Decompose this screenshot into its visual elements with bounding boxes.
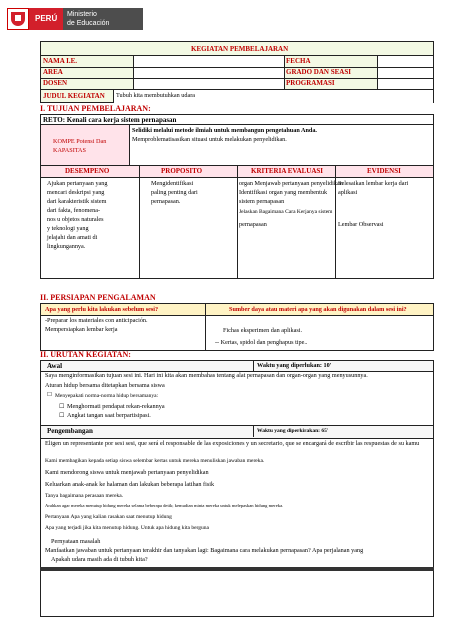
kriteria-line: pernapasan xyxy=(239,221,267,228)
checkbox-icon: ☐ xyxy=(47,392,52,398)
section2-heading: II. PERSIAPAN PENGALAMAN xyxy=(40,293,156,302)
pengembangan-line: Tanya bagaimana perasaan mereka. xyxy=(45,493,124,499)
objectives-table xyxy=(40,165,434,279)
desempeno-line: y teknologi yang xyxy=(47,225,89,232)
judul-value: Tubuh kita membutuhkan udara xyxy=(116,92,195,99)
prep-right-item: Fichas eksperimen dan aplikasi. xyxy=(223,327,303,334)
nama-value-cell xyxy=(134,56,284,67)
awal-label: Awal xyxy=(47,362,63,370)
pengembangan-line: Kami membagikan kepada setiap siswa selembar kertas untuk mereka menuliskan jawaban mereka. xyxy=(45,458,265,464)
kompe-row xyxy=(40,124,434,166)
logo-country: PERÚ xyxy=(35,14,58,23)
column-kriteria: KRITERIA EVALUASI xyxy=(251,167,324,175)
column-evidensi: EVIDENSI xyxy=(367,167,401,175)
section1-heading: I. TUJUAN PEMBELAJARAN: xyxy=(40,104,151,113)
ministry-logo xyxy=(7,8,143,30)
desempeno-line: dari karakteristik sistem xyxy=(47,198,107,205)
proposito-line: pernapasan. xyxy=(151,198,181,205)
activities-table xyxy=(40,360,434,570)
programasi-value-cell xyxy=(378,79,433,89)
kriteria-line: organ Menjawab pertanyaan penyelidikan xyxy=(239,180,343,187)
grado-label: GRADO DAN SEASI xyxy=(286,68,351,76)
kompe-line1: Selidiki melalui metode ilmiah untuk membangun pengetahuan Anda. xyxy=(132,127,317,134)
awal-line: Aturan hidup bersama ditetapkan bersama siswa xyxy=(45,382,165,389)
checkbox-icon: ☐ xyxy=(59,403,65,410)
desempeno-line: Ajukan pertanyaan yang xyxy=(47,180,108,187)
empty-footer-box xyxy=(40,571,434,617)
pengembangan-line: Pertanyaan Apa yang kalian rasakan saat menutup hidung xyxy=(45,514,172,520)
awal-line: Menyepakati norma-norma hidup bersamanya: xyxy=(55,393,159,399)
prep-left-item: Mempersiapkan lembar kerja xyxy=(45,326,118,333)
pernyataan-line: Manfaatkan jawaban untuk pertanyaan terakhir dan tanyakan lagi: Bagaimana cara melakukan pernapasan? Apa perjalanan yang xyxy=(45,547,364,554)
grado-value-cell xyxy=(378,68,433,78)
checkbox-icon: ☐ xyxy=(59,412,65,419)
nama-label: NAMA I.E. xyxy=(43,57,78,65)
info-table xyxy=(40,55,434,103)
preparation-table xyxy=(40,303,434,351)
evidensi-line: aplikasi xyxy=(338,189,358,196)
desempeno-line: mencari deskripsi yang xyxy=(47,189,105,196)
evidensi-line: Lembar Observasi xyxy=(338,221,384,228)
prep-right-item: -- Kertas, spidol dan penghapus tipe.. xyxy=(215,339,308,346)
awal-line: Menghormati pendapat rekan-rekannya xyxy=(67,403,165,410)
desempeno-line: jelajahi dan amati di xyxy=(47,234,98,241)
fecha-label: FECHA xyxy=(286,57,311,65)
awal-line: Saya menginformasikan tujuan sesi ini. Hari ini kita akan membahas tentang alat pernapasan dan organ-organ yang menyusunnya. xyxy=(45,372,368,379)
pengembangan-label: Pengembangan xyxy=(47,427,93,435)
prep-left-header: Apa yang perlu kita lakukan sebelum sesi? xyxy=(45,306,159,313)
pengembangan-line: Kami mendorong siswa untuk menjawab pertanyaan penyelidikan xyxy=(45,469,209,476)
prep-right-header: Sumber daya atau materi apa yang akan digunakan dalam sesi ini? xyxy=(229,306,407,313)
page-title: KEGIATAN PEMBELAJARAN xyxy=(191,45,289,53)
judul-label: JUDUL KEGIATAN xyxy=(43,92,105,100)
awal-line: Angkat tangan saat berpartisipasi. xyxy=(67,412,151,419)
kriteria-line: Identifikasi organ yang membentuk xyxy=(239,189,328,196)
reto-text: RETO: Kenali cara kerja sistem pernapasan xyxy=(43,116,177,124)
desempeno-line: lingkungannya. xyxy=(47,243,86,250)
title-bar xyxy=(40,41,434,56)
kompe-label: KOMPE Potensi Dan KAPASITAS xyxy=(53,138,107,155)
pengembangan-line: Apa yang terjadi jika kita menutup hidung. Untuk apa hidung kita berguna xyxy=(45,525,209,531)
dosen-value-cell xyxy=(134,79,284,89)
pengembangan-line: Eligen un representante por sesi sesi, que será el responsable de las exposiciones y un secretario, que se encargará de escribir las respuestas de su kamu xyxy=(45,440,420,447)
prep-left-item: -Preparar los materiales con anticipación. xyxy=(45,317,148,324)
area-label: AREA xyxy=(43,68,63,76)
kriteria-line: sistem pernapasan xyxy=(239,198,285,205)
logo-ministry-line2: de Educación xyxy=(67,20,110,27)
logo-ministry-line1: Ministerio xyxy=(67,11,97,18)
desempeno-line: dari fakta, fenomena- xyxy=(47,207,101,214)
awal-time: Waktu yang diperlukan: 10' xyxy=(257,362,332,369)
pengembangan-line: Arahkan agar mereka menutup hidung mereka selama beberapa detik; kemudian minta mereka untuk melepaskan hidung mereka. xyxy=(45,503,284,508)
section3-heading: II. URUTAN KEGIATAN: xyxy=(40,350,131,359)
column-desempeno: DESEMPENO xyxy=(65,167,110,175)
kompe-line2: Memproblematisasikan situasi untuk melakukan penyelidikan. xyxy=(132,136,287,143)
programasi-label: PROGRAMASI xyxy=(286,79,335,87)
proposito-line: paling penting dari xyxy=(151,189,198,196)
peru-shield-icon xyxy=(7,8,29,30)
area-value-cell xyxy=(134,68,284,78)
desempeno-line: nos u objetos naturales xyxy=(47,216,104,223)
fecha-value-cell xyxy=(378,56,433,67)
pernyataan-line: Apakah udara masih ada di tubuh kita? xyxy=(51,556,148,563)
proposito-line: Mengidentifikasi xyxy=(151,180,194,187)
pengembangan-line: Keluarkan anak-anak ke halaman dan lakukan beberapa latihan fisik xyxy=(45,481,215,488)
pernyataan-label: Pernyataan masalah xyxy=(51,538,101,545)
pengembangan-time: Waktu yang diperkirakan: 65' xyxy=(257,428,329,434)
evidensi-line: Selesaikan lembar kerja dari xyxy=(338,180,409,187)
kriteria-line: Jelaskan Bagaimana Cara Kerjanya sistem xyxy=(239,209,333,215)
column-proposito: PROPOSITO xyxy=(161,167,203,175)
dosen-label: DOSEN xyxy=(43,79,68,87)
